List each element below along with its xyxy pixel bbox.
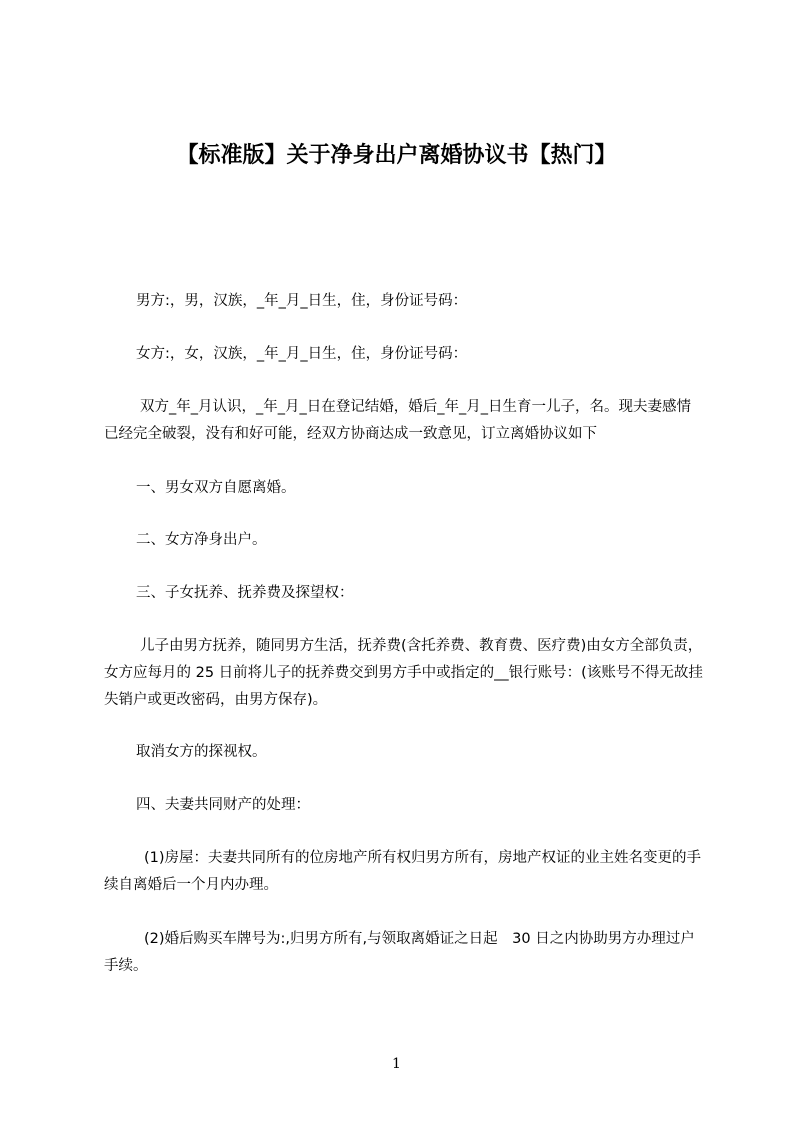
paragraph-background (104, 394, 704, 448)
paragraph-visitation (104, 739, 694, 766)
paragraph-text: 儿子由男方抚养，随同男方生活，抚养费(含托养费、教育费、医疗费)由女方全部负责，女方应每月的 25 日前将儿子的抚养费交到男方手中或指定的__银行账号：(该账号不得无故挂失销户或更改密码，由男方保存)。 (104, 638, 703, 708)
paragraph-text: 四、夫妻共同财产的处理： (136, 797, 310, 813)
clause-4-heading (104, 792, 694, 819)
paragraph-text: 一、男女双方自愿离婚。 (136, 480, 296, 496)
paragraph-house (104, 845, 704, 899)
paragraph-text: 取消女方的探视权。 (136, 744, 267, 760)
paragraph-text: 女方:，女，汉族，_年_月_日生，住，身份证号码： (136, 346, 468, 362)
paragraph-text: 双方_年_月认识，_年_月_日在登记结婚，婚后_年_月_日生育一儿子，名。现夫妻感情已经完全破裂，没有和好可能，经双方协商达成一致意见，订立离婚协议如下 (104, 399, 691, 442)
paragraph-text: (1)房屋：夫妻共同所有的位房地产所有权归男方所有，房地产权证的业主姓名变更的手续自离婚后一个月内办理。 (104, 850, 702, 893)
clause-1 (104, 475, 694, 502)
paragraph-vehicle (104, 926, 704, 980)
paragraph-wife-info (104, 341, 694, 368)
paragraph-text: (2)婚后购买车牌号为:,归男方所有,与领取离婚证之日起 30 日之内协助男方办理过户手续。 (104, 931, 695, 974)
paragraph-text: 男方:，男，汉族，_年_月_日生，住，身份证号码： (136, 293, 468, 309)
clause-3-heading (104, 580, 694, 607)
paragraph-text: 三、子女抚养、抚养费及探望权： (136, 585, 354, 601)
document-title: 【标准版】关于净身出户离婚协议书【热门】 (176, 143, 617, 168)
clause-2 (104, 527, 694, 554)
paragraph-text: 二、女方净身出户。 (136, 532, 267, 548)
paragraph-child-support (104, 633, 704, 714)
paragraph-husband-info (104, 288, 694, 315)
page-number: 1 (392, 1056, 401, 1072)
